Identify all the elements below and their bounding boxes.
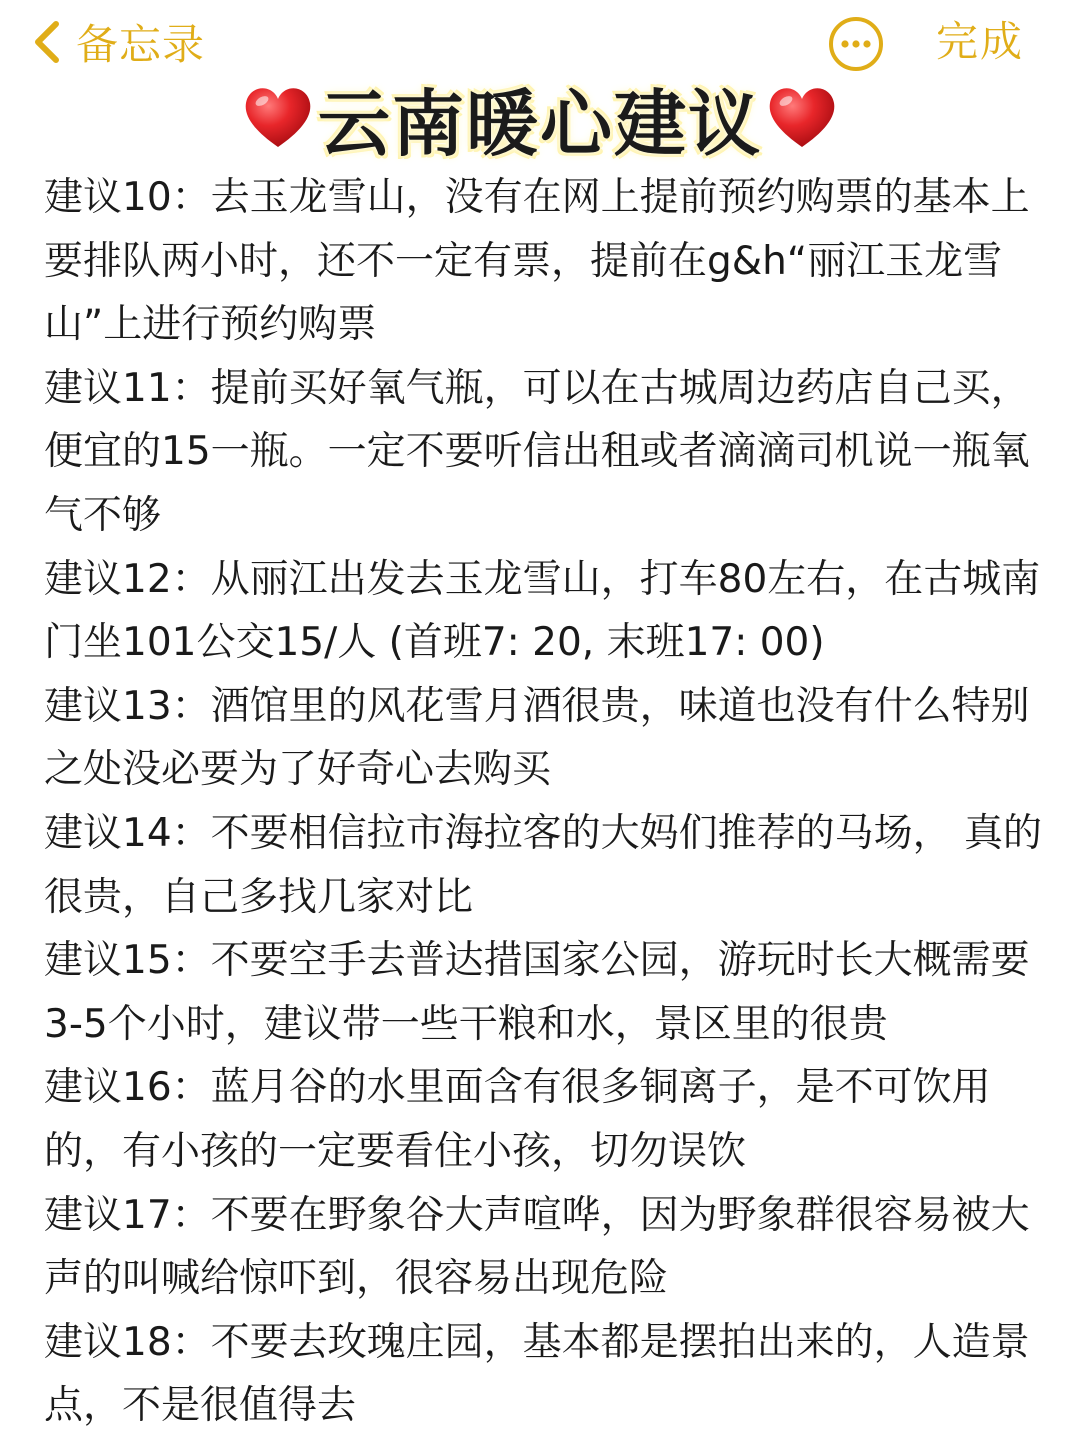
tip-text: 不要相信拉市海拉客的大妈们推荐的马场， 真的很贵，自己多找几家对比 xyxy=(44,810,1043,920)
more-button[interactable] xyxy=(828,16,884,72)
tip-text: 不要在野象谷大声喧哗，因为野象群很容易被大声的叫喊给惊吓到，很容易出现危险 xyxy=(44,1192,1030,1302)
list-item xyxy=(44,166,1044,357)
tip-label: 建议18： xyxy=(44,1319,211,1365)
tip-text: 不要空手去普达措国家公园，游玩时长大概需要3-5个小时，建议带一些干粮和水，景区里的很贵 xyxy=(44,938,1030,1047)
tips-list xyxy=(44,166,1044,1438)
list-item xyxy=(44,1056,1044,1183)
page-title: 云南暖心建议 xyxy=(317,82,762,166)
tip-label: 建议10： xyxy=(44,175,211,220)
tip-label: 建议15： xyxy=(44,938,211,984)
tip-text: 从丽江出发去玉龙雪山，打车80左右，在古城南门坐101公交15/人 (首班7: 20, 末班17: 00) xyxy=(44,556,1041,666)
heart-icon xyxy=(242,85,314,151)
tip-text: 不要去玫瑰庄园，基本都是摆拍出来的，人造景点，不是很值得去 xyxy=(44,1319,1030,1429)
heart-icon xyxy=(766,85,838,151)
list-item xyxy=(44,548,1044,675)
back-button[interactable] xyxy=(28,14,205,70)
list-item xyxy=(44,357,1044,548)
more-icon xyxy=(828,16,884,72)
list-item xyxy=(44,802,1044,929)
tip-label: 建议12： xyxy=(44,556,211,602)
tip-text: 蓝月谷的水里面含有很多铜离子，是不可饮用的，有小孩的一定要看住小孩，切勿误饮 xyxy=(44,1065,991,1174)
note-title xyxy=(0,72,1080,164)
tip-label: 建议17： xyxy=(44,1192,211,1238)
done-button[interactable]: 完成 xyxy=(936,17,1025,66)
back-label: 备忘录 xyxy=(76,20,206,69)
tip-label: 建议13： xyxy=(44,683,211,729)
tip-text: 提前买好氧气瓶，可以在古城周边药店自己买， 便宜的15一瓶。一定不要听信出租或者滴滴司机说一瓶氧气不够 xyxy=(44,365,1030,538)
tip-label: 建议14： xyxy=(44,810,211,856)
chevron-left-icon xyxy=(28,14,68,70)
tip-text: 去玉龙雪山，没有在网上提前预约购票的基本上要排队两小时，还不一定有票，提前在g&h“丽江玉龙雪山”上进行预约购票 xyxy=(44,175,1030,348)
tip-label: 建议16： xyxy=(44,1065,211,1111)
list-item xyxy=(44,1311,1044,1438)
list-item xyxy=(44,675,1044,802)
list-item xyxy=(44,1184,1044,1311)
tip-text: 酒馆里的风花雪月酒很贵，味道也没有什么特别之处没必要为了好奇心去购买 xyxy=(44,683,1030,793)
list-item xyxy=(44,929,1044,1056)
tip-label: 建议11： xyxy=(44,365,211,411)
